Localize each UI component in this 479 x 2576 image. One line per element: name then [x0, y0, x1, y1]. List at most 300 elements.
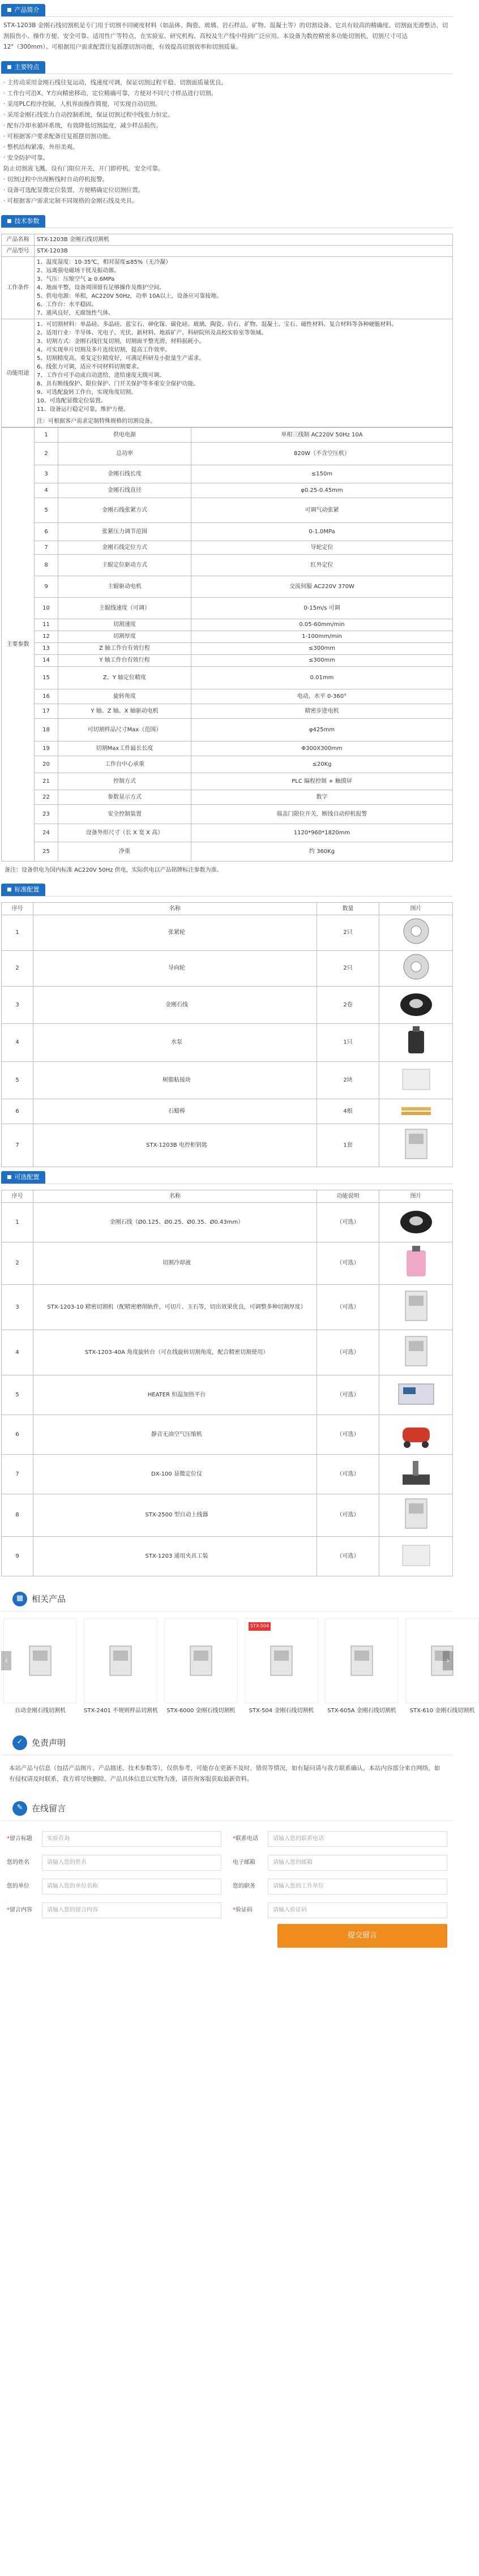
param-value: φ0.25-0.45mm [191, 483, 453, 498]
content-label [7, 1906, 42, 1915]
form-row [233, 1831, 447, 1847]
related-image [84, 1618, 157, 1703]
param-row [2, 598, 453, 619]
form-input[interactable]: 请输入您的邮箱 [268, 1855, 447, 1871]
tech-footnote: 备注：设备供电为国内标准 AC220V 50Hz 供电，实际供电以产品铭牌标注参数为准。 [5, 867, 223, 873]
param-no: 10 [35, 598, 58, 619]
form-row [233, 1855, 447, 1871]
optional-col-no: 序号 [2, 1190, 33, 1203]
features-list [1, 74, 453, 211]
standard-col-img: 图片 [379, 903, 453, 915]
related-item[interactable] [84, 1618, 157, 1716]
param-no: 23 [35, 805, 58, 824]
feature-item: · 切割过程中出现断线时自动停机报警。 [3, 176, 109, 183]
param-name: 工作台中心承重 [58, 756, 191, 773]
form-label [7, 1835, 42, 1844]
grid-icon: ▦ [12, 1592, 27, 1606]
param-name: 主辊驱动电机 [58, 576, 191, 598]
param-value: 0.05-60mm/min [191, 619, 453, 631]
param-name: Y 轴工作台有效行程 [58, 655, 191, 667]
related-item[interactable] [3, 1618, 77, 1716]
param-no: 3 [35, 465, 58, 483]
square-icon: ■ [7, 887, 12, 893]
captcha-label [233, 1906, 268, 1915]
related-caption: STX-610 金刚石线切割机 [409, 1708, 475, 1714]
optional-wrap [1, 1184, 453, 1576]
optional-image [379, 1242, 453, 1285]
param-value: ≤300mm [191, 655, 453, 667]
optional-desc: （可选） [317, 1330, 379, 1375]
standard-header [1, 883, 453, 897]
standard-image [379, 987, 453, 1024]
feature-item: · 采用PLC程序控制，人机界面操作简便，可实现自动切割。 [3, 101, 161, 108]
overview-header [1, 3, 453, 17]
related-title: 相关产品 [32, 1593, 66, 1604]
env-line: 3、气压：压缩空气 ≥ 0.6MPa [37, 276, 115, 282]
related-caption: STX-6000 金刚石线切割机 [166, 1708, 236, 1714]
standard-qty: 2块 [317, 1062, 379, 1099]
env-line: 1、温度湿度：10-35℃，相对湿度≤85%（无冷凝） [37, 259, 172, 265]
param-value: PLC 编程控制 + 触摸屏 [191, 773, 453, 790]
feature-item: · 采用金刚石线张力自动控制系统，保证切割过程中线张力恒定。 [3, 112, 174, 118]
param-no: 25 [35, 842, 58, 861]
form-label [233, 1858, 268, 1867]
form-input[interactable]: 请输入您的工作单位 [268, 1879, 447, 1895]
param-row [2, 704, 453, 719]
optional-desc: （可选） [317, 1375, 379, 1415]
param-row [2, 719, 453, 741]
optional-desc: （可选） [317, 1415, 379, 1455]
param-row [2, 523, 453, 541]
optional-desc: （可选） [317, 1242, 379, 1285]
param-row [2, 576, 453, 598]
param-no: 24 [35, 824, 58, 842]
form-row [7, 1831, 221, 1847]
param-row [2, 541, 453, 555]
feature-item: · 工作台可沿X、Y方向精密移动，定位精确可靠，方便对不同尺寸样品进行切割。 [3, 90, 217, 97]
standard-row [2, 1099, 453, 1124]
standard-row [2, 1024, 453, 1062]
form-label [7, 1858, 42, 1867]
param-value: 0-1.0MPa [191, 523, 453, 541]
param-no: 8 [35, 555, 58, 576]
standard-row [2, 915, 453, 951]
param-no: 4 [35, 483, 58, 498]
param-value: 精密步进电机 [191, 704, 453, 719]
func-line: 10、可选配显微定位装置。 [37, 398, 106, 404]
standard-image [379, 915, 453, 951]
product-image [398, 1206, 434, 1239]
tech-tab [1, 215, 45, 228]
standard-qty: 2卷 [317, 987, 379, 1024]
product-image [401, 1288, 431, 1327]
param-name: 主辊定位驱动方式 [58, 555, 191, 576]
param-name: 参数显示方式 [58, 790, 191, 805]
standard-name: STX-1203B 电控柜钥匙 [33, 1124, 317, 1167]
param-no: 1 [35, 428, 58, 443]
param-name: Z、Y 轴定位精度 [58, 667, 191, 689]
standard-qty: 2只 [317, 915, 379, 951]
param-name: 可切割样品尺寸Max（范围） [58, 719, 191, 741]
standard-name: 张紧轮 [33, 915, 317, 951]
feature-item: · 可根据客户需求定制不同规格的金刚石线及夹具。 [3, 198, 138, 204]
related-image [405, 1618, 479, 1703]
optional-row [2, 1375, 453, 1415]
optional-name: DX-100 显微定位仪 [33, 1455, 317, 1494]
features-header [1, 61, 453, 74]
related-image [3, 1618, 77, 1703]
standard-image [379, 1124, 453, 1167]
related-list [1, 1611, 475, 1716]
param-name: Y 轴、Z 轴、X 轴驱动电机 [58, 704, 191, 719]
product-image [401, 1126, 431, 1165]
standard-col-no: 序号 [2, 903, 33, 915]
overview-title: 产品简介 [14, 6, 40, 14]
standard-body [2, 915, 453, 1167]
standard-no: 1 [2, 915, 33, 951]
standard-qty: 1套 [317, 1124, 379, 1167]
form-input[interactable]: 请输入您的单位名称 [42, 1879, 221, 1895]
func-line: 9、可选配旋转工作台，实现角度切割。 [37, 389, 137, 396]
param-row [2, 667, 453, 689]
required-mark: * [7, 1836, 10, 1842]
code-label: 产品型号 [2, 246, 35, 257]
form-label [7, 1882, 42, 1891]
optional-no: 6 [2, 1415, 33, 1455]
params-body [2, 428, 453, 861]
standard-name: 金刚石线 [33, 987, 317, 1024]
optional-title: 可选配置 [14, 1173, 40, 1181]
standard-table [1, 902, 453, 1167]
form-label-text: 您的姓名 [7, 1859, 29, 1866]
standard-no: 7 [2, 1124, 33, 1167]
param-row [2, 555, 453, 576]
optional-name: 切割冷却液 [33, 1242, 317, 1285]
form-row [7, 1879, 221, 1895]
optional-no: 1 [2, 1203, 33, 1242]
required-mark: * [7, 1907, 10, 1913]
standard-no: 4 [2, 1024, 33, 1062]
required-mark: * [233, 1907, 236, 1913]
form-label-text: 电子邮箱 [233, 1859, 255, 1866]
feature-item: · 整机结构紧凑，外形美观。 [3, 144, 79, 151]
model-value: STX-1203B 金刚石线切割机 [35, 234, 453, 246]
page [0, 3, 475, 2576]
standard-name: 石蜡棒 [33, 1099, 317, 1124]
env-line: 6、工作台：水平稳固。 [37, 302, 97, 308]
form-grid-2 [1, 1895, 453, 1918]
product-image [401, 1244, 431, 1283]
param-name: 切割速度 [58, 619, 191, 631]
param-row [2, 483, 453, 498]
square-icon: ■ [7, 1175, 12, 1180]
product-image [399, 1101, 433, 1122]
optional-desc: （可选） [317, 1494, 379, 1537]
standard-row [2, 1062, 453, 1099]
related-carousel [1, 1611, 475, 1725]
param-no: 2 [35, 443, 58, 465]
param-name: 净重 [58, 842, 191, 861]
param-row [2, 790, 453, 805]
feature-item: · 配有冷却水循环系统，有效降低切割温度，减少样品损伤。 [3, 122, 162, 129]
standard-title: 标准配置 [14, 886, 40, 893]
optional-name: STX-1203 通用夹具工装 [33, 1537, 317, 1576]
standard-qty: 1只 [317, 1024, 379, 1062]
params-table [1, 427, 453, 861]
func-line: 8、具有断线保护、限位保护、门开关保护等多重安全保护功能。 [37, 381, 199, 387]
standard-no: 3 [2, 987, 33, 1024]
optional-desc: （可选） [317, 1455, 379, 1494]
optional-header [1, 1171, 453, 1184]
tech-table [1, 234, 453, 427]
content-label-text: 留言内容 [10, 1907, 32, 1913]
related-caption: STX-504 金刚石线切割机 [249, 1708, 314, 1714]
captcha-label-text: 验证码 [236, 1907, 253, 1913]
product-image [401, 1333, 431, 1373]
optional-image [379, 1285, 453, 1330]
standard-name: 树脂粘接块 [33, 1062, 317, 1099]
submit-button[interactable]: 提交留言 [277, 1924, 447, 1948]
related-badge: STX-504 [249, 1622, 271, 1631]
param-value: Φ300X300mm [191, 741, 453, 756]
param-name: 张紧压力调节范围 [58, 523, 191, 541]
env-lines [35, 257, 453, 319]
param-value: 导轮定位 [191, 541, 453, 555]
optional-image [379, 1455, 453, 1494]
func-line: 4、可实现单片切割及多片连续切割，提高工作效率。 [37, 347, 171, 353]
param-row [2, 619, 453, 631]
product-image [401, 916, 431, 949]
optional-desc: （可选） [317, 1203, 379, 1242]
code-value: STX-1203B [35, 246, 453, 257]
param-value: 数字 [191, 790, 453, 805]
param-value: 单相三线制 AC220V 50Hz 10A [191, 428, 453, 443]
related-item[interactable] [405, 1618, 479, 1716]
standard-no: 6 [2, 1099, 33, 1124]
param-row [2, 655, 453, 667]
param-value: ≤20Kg [191, 756, 453, 773]
param-no: 6 [35, 523, 58, 541]
optional-tab [1, 1171, 45, 1184]
optional-col-name: 名称 [33, 1190, 317, 1203]
param-row [2, 465, 453, 483]
optional-no: 8 [2, 1494, 33, 1537]
optional-image [379, 1375, 453, 1415]
product-image [399, 1065, 433, 1096]
func-lines [35, 319, 453, 427]
related-caption: STX-2401 不规则样品切割机 [84, 1708, 159, 1714]
overview-text: STX-1203B 金刚石线切割机是专门用于切割不同硬度材料（如晶体、陶瓷、玻璃、岩石样品、矿物、混凝土等）的切割设备。它具有较高的精确度、切割面光滑整洁、切割损伤小、操作方便、安全可靠、适用性广等特点，在实验室、研究机构、高校及生产线中得到广泛应用。本设备为数控精密多功能切割机，切割尺寸可达 12"（300mm）。可根据用户需求配置往复摇摆切割功能，有效提高切割效率和切割质量。 [3, 22, 448, 50]
optional-col-img: 图片 [379, 1190, 453, 1203]
standard-wrap [1, 897, 453, 1167]
standard-image [379, 1062, 453, 1099]
func-line: 7、工作台可手动或自动进给，进给速度无级可调。 [37, 372, 165, 379]
related-caption: 自动金刚石线切割机 [15, 1708, 66, 1714]
form-label [233, 1882, 268, 1891]
optional-name: STX-2500 型自动上线器 [33, 1494, 317, 1537]
model-label: 产品名称 [2, 234, 35, 246]
param-value: 端盖门限位开关，断线自动停机报警 [191, 805, 453, 824]
form-input[interactable]: 实验咨询 [42, 1831, 221, 1847]
param-no: 20 [35, 756, 58, 773]
param-name: 总功率 [58, 443, 191, 465]
func-label: 功能用途 [2, 319, 35, 427]
optional-table [1, 1190, 453, 1576]
param-row [2, 773, 453, 790]
optional-no: 7 [2, 1455, 33, 1494]
message-form-section [1, 1796, 453, 1948]
params-label: 主要参数 [2, 428, 35, 861]
env-line: 5、供电电源：单相，AC220V 50Hz，功率 10A以上，设备应可靠接地。 [37, 293, 223, 299]
optional-name: 静音无油空气压缩机 [33, 1415, 317, 1455]
related-image [164, 1618, 238, 1703]
optional-name: 金刚石线（Ø0.125、Ø0.25、Ø0.35、Ø0.43mm） [33, 1203, 317, 1242]
captcha-input[interactable]: 请输入验证码 [268, 1902, 447, 1918]
shield-icon: ✓ [12, 1735, 27, 1750]
optional-row [2, 1415, 453, 1455]
param-no: 5 [35, 498, 58, 523]
func-line: 11、设备运行稳定可靠，维护方便。 [37, 406, 129, 413]
standard-row [2, 987, 453, 1024]
feature-item: · 安全防护可靠。 [3, 155, 49, 161]
form-header [1, 1796, 453, 1821]
param-value: 1-100mm/min [191, 631, 453, 643]
form-title: 在线留言 [32, 1803, 66, 1814]
param-value: 约 360Kg [191, 842, 453, 861]
form-label [233, 1835, 268, 1844]
param-row [2, 498, 453, 523]
optional-row [2, 1203, 453, 1242]
param-value: 电动，水平 0-360° [191, 689, 453, 704]
disclaimer-title: 免责声明 [32, 1737, 66, 1748]
standard-row [2, 951, 453, 987]
param-row [2, 842, 453, 861]
submit-row [1, 1918, 453, 1948]
tech-header [1, 215, 453, 228]
product-image [399, 1458, 433, 1491]
optional-image [379, 1537, 453, 1576]
related-item[interactable] [325, 1618, 399, 1716]
func-line: 1、可切割材料：单晶硅、多晶硅、蓝宝石、砷化镓、碳化硅、玻璃、陶瓷、岩石、矿物、混凝土、宝石、磁性材料、复合材料等各种硬脆材料。 [37, 322, 397, 328]
form-label-text: 您的单位 [7, 1883, 29, 1889]
param-no: 22 [35, 790, 58, 805]
form-input[interactable]: 请输入您的联系电话 [268, 1831, 447, 1847]
func-line: 6、线张力可调，适应不同材料切割要求。 [37, 364, 143, 370]
param-name: 供电电源 [58, 428, 191, 443]
param-row [2, 741, 453, 756]
func-line: 3、切割方式：金刚石线往复切割，切割面平整光滑，材料损耗小。 [37, 338, 205, 345]
param-row [2, 805, 453, 824]
optional-row [2, 1285, 453, 1330]
optional-name: STX-1203-40A 角度旋转台（可在线旋转切割角度，配合精密切割使用） [33, 1330, 317, 1375]
param-value: 820W（不含空压机） [191, 443, 453, 465]
form-row [233, 1879, 447, 1895]
optional-name: HEATER 恒温加热平台 [33, 1375, 317, 1415]
form-grid [1, 1821, 453, 1895]
carousel-next-icon[interactable]: › [443, 1651, 453, 1670]
param-name: 设备外形尺寸（长 X 宽 X 高） [58, 824, 191, 842]
product-image [401, 952, 431, 985]
optional-row [2, 1242, 453, 1285]
optional-no: 5 [2, 1375, 33, 1415]
param-row [2, 643, 453, 655]
param-no: 15 [35, 667, 58, 689]
optional-row [2, 1455, 453, 1494]
feature-item: 防止切割液飞溅，设有门限位开关，开门即停机，安全可靠。 [3, 165, 164, 172]
square-icon: ■ [7, 65, 12, 70]
param-value: 可调气动张紧 [191, 498, 453, 523]
param-no: 12 [35, 631, 58, 643]
param-value: ≤300mm [191, 643, 453, 655]
param-no: 21 [35, 773, 58, 790]
product-image [405, 1025, 427, 1060]
param-row [2, 824, 453, 842]
related-section [1, 1587, 475, 1725]
carousel-prev-icon[interactable]: ‹ [1, 1651, 11, 1670]
param-value: 1120*960*1820mm [191, 824, 453, 842]
param-name: 主辊线速度（可调） [58, 598, 191, 619]
standard-no: 2 [2, 951, 33, 987]
param-no: 7 [35, 541, 58, 555]
param-name: 切割Max工件最长长度 [58, 741, 191, 756]
product-image [398, 989, 434, 1022]
product-image [396, 1381, 436, 1410]
param-no: 11 [35, 619, 58, 631]
disclaimer-text: 本站产品与信息（包括产品图片、产品描述、技术参数等），仅供参考，可能存在更新不及时、错误等情况，如有疑问请与我方联系确认。本站内容部分来自网络，如有侵权请及时联系，我方将尽快删除。产品具体信息以实物为准，请咨询客服获取最新资料。 [9, 1765, 440, 1782]
square-icon: ■ [7, 7, 12, 13]
standard-col-name: 名称 [33, 903, 317, 915]
related-item[interactable] [245, 1618, 318, 1716]
param-row [2, 689, 453, 704]
optional-no: 3 [2, 1285, 33, 1330]
related-item[interactable] [164, 1618, 238, 1716]
disclaimer-header [1, 1730, 453, 1755]
optional-body [2, 1203, 453, 1576]
content-textarea[interactable]: 请输入您的留言内容 [42, 1902, 221, 1918]
param-name: 金刚石线长度 [58, 465, 191, 483]
standard-image [379, 951, 453, 987]
optional-row [2, 1494, 453, 1537]
optional-no: 2 [2, 1242, 33, 1285]
func-line: 2、适用行业：半导体、光电子、光伏、新材料、地质矿产、科研院所及高校实验室等领域。 [37, 330, 267, 336]
standard-name: 导向轮 [33, 951, 317, 987]
captcha-row [233, 1902, 447, 1918]
param-value: 0-15m/s 可调 [191, 598, 453, 619]
form-input[interactable]: 请输入您的姓名 [42, 1855, 221, 1871]
param-value: 交流伺服 AC220V 370W [191, 576, 453, 598]
param-value: 红外定位 [191, 555, 453, 576]
standard-image [379, 1099, 453, 1124]
param-name: 安全控制装置 [58, 805, 191, 824]
param-no: 16 [35, 689, 58, 704]
features-tab [1, 61, 45, 74]
product-image [399, 1541, 433, 1572]
overview-tab [1, 4, 45, 16]
param-no: 13 [35, 643, 58, 655]
form-label-text: 联系电话 [236, 1836, 258, 1842]
param-name: 旋转角度 [58, 689, 191, 704]
tech-title: 技术参数 [14, 217, 40, 225]
standard-col-qty: 数量 [317, 903, 379, 915]
standard-tab [1, 884, 45, 896]
features-title: 主要特点 [14, 63, 40, 71]
param-name: 金刚石线张紧方式 [58, 498, 191, 523]
param-row [2, 756, 453, 773]
param-name: 金刚石线定位方式 [58, 541, 191, 555]
content-row [7, 1902, 221, 1918]
standard-qty: 4根 [317, 1099, 379, 1124]
feature-item: · 可根据客户要求配备往复摇摆切割功能。 [3, 133, 114, 140]
